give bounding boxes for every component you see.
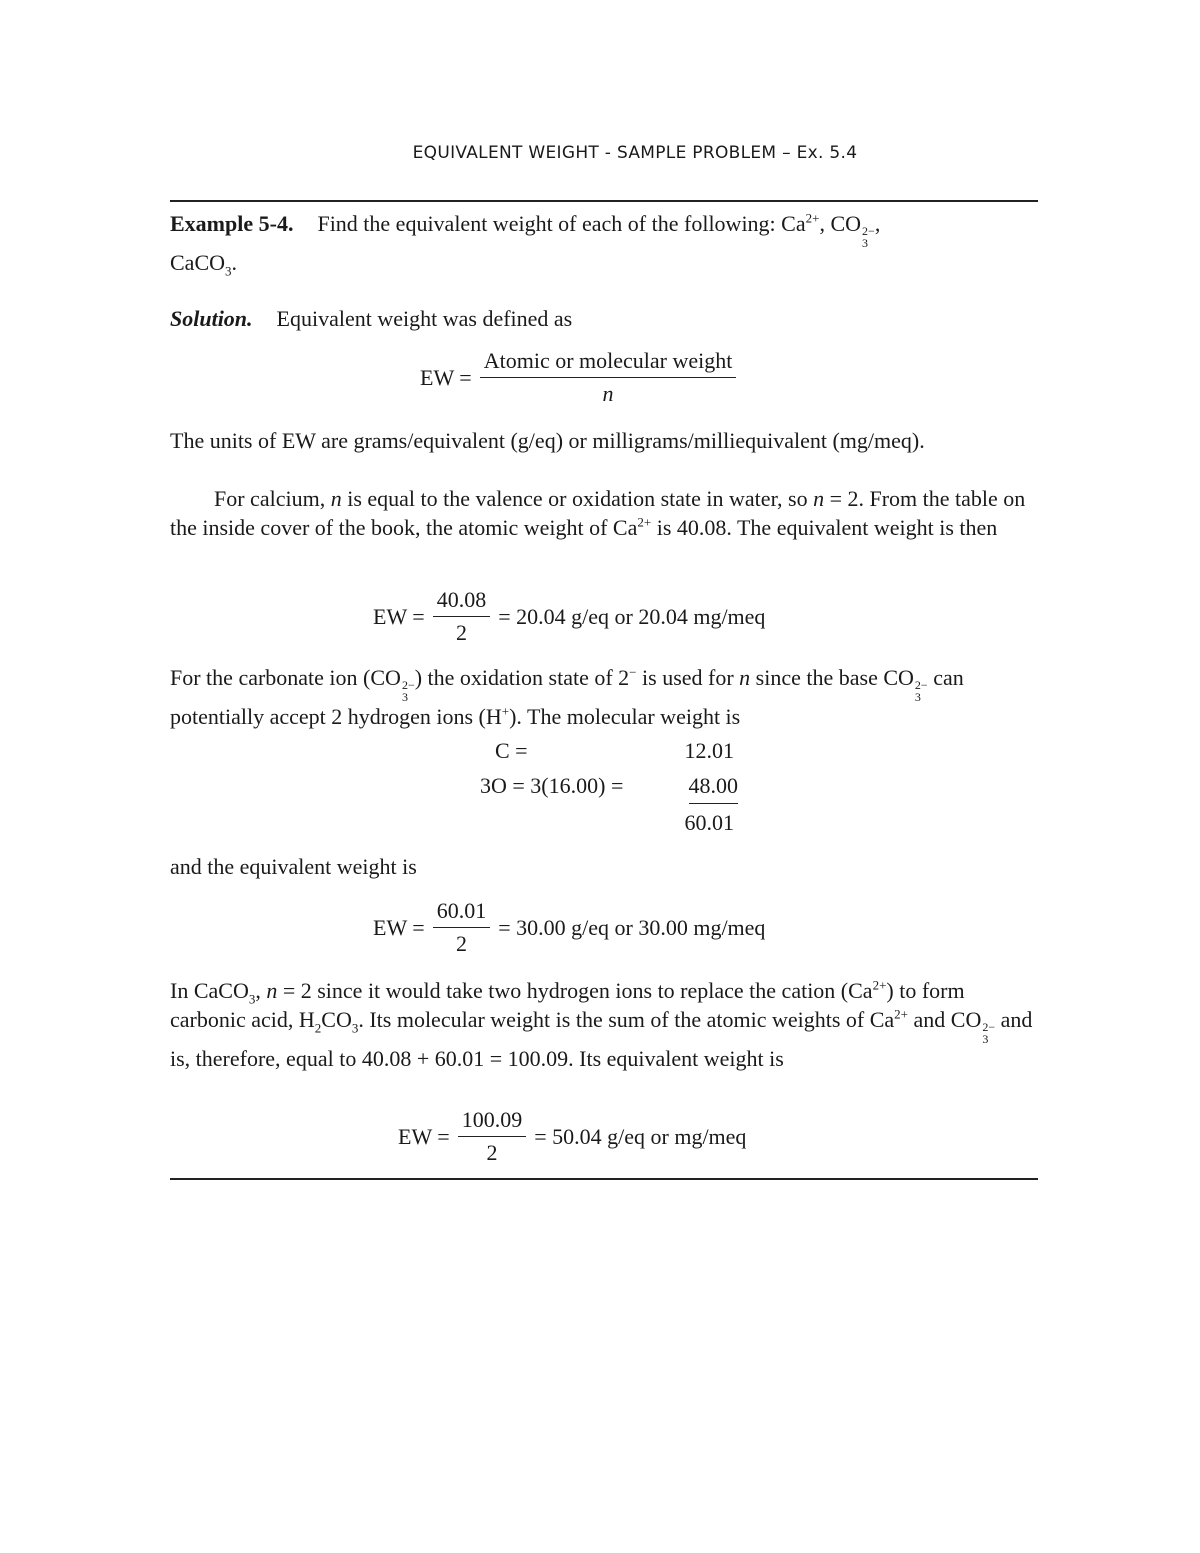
equation-caco3: EW = $\frac{100.09}{2}$ = 50.04 g/eq or mg/meq — [398, 1107, 747, 1165]
mw-row-o-value: 48.00 — [689, 768, 739, 804]
solution-intro: Solution. Equivalent weight was defined as — [170, 306, 573, 331]
definition-equation: EW = $\frac{\text{Atomic or molecular weight}}{n}$ — [420, 348, 744, 407]
solution-label: Solution. — [170, 306, 253, 331]
and-line: and the equivalent weight is — [170, 854, 417, 879]
page-title: EQUIVALENT WEIGHT - SAMPLE PROBLEM – Ex. 5.4 — [412, 143, 858, 163]
mw-row-o-label: 3O = 3(16.00) = — [480, 773, 624, 798]
calcium-paragraph: For calcium, n is equal to the valence or oxidation state in water, so n = 2. From the table on the inside cover of the book, the atomic weight of $Ca^{2+}$ is 40.08. The equivalent weight is then — [170, 486, 1026, 540]
bottom-divider — [170, 1178, 1038, 1180]
mw-total: 60.01 — [684, 810, 734, 835]
mw-row-c-label: C = — [495, 738, 528, 763]
units-paragraph: The units of EW are grams/equivalent (g/eq) or milligrams/milliequivalent (mg/meq). — [170, 428, 925, 453]
example-label: Example 5-4. — [170, 211, 294, 236]
carbonate-paragraph: For the carbonate ion (CO 2− 3 ) the oxidation state of 2− is used for n since the base CO 2− 3 can potentially accept 2 hydrogen ions (H+). The molecular weight is — [170, 664, 964, 729]
molecular-weight-table — [480, 733, 740, 843]
equation-carbonate: EW = $\frac{60.01}{2}$ = 30.00 g/eq or 30.00 mg/meq — [373, 898, 766, 956]
caco3-paragraph: In CaCO$_3$, n = 2 since it would take two hydrogen ions to replace the cation $(Ca^{2+})$ to form carbonic acid, $H_2CO_3$. Its molecular weight is the sum of the atomic weights of $Ca^{2+}$ and CO 2− 3 and is, therefore, equal to 40.08 + 60.01 = 100.09. Its equivalent weight is — [170, 977, 1033, 1071]
example-statement: Example 5-4. Find the equivalent weight of each of the following: $Ca^{2+}$, CO 2− 3 , CaCO$_3$. — [170, 210, 881, 279]
top-divider — [170, 200, 1038, 202]
mw-row-c-value: 12.01 — [684, 738, 734, 763]
equation-calcium: EW = $\frac{40.08}{2}$ = 20.04 g/eq or 20.04 mg/meq — [373, 587, 766, 645]
